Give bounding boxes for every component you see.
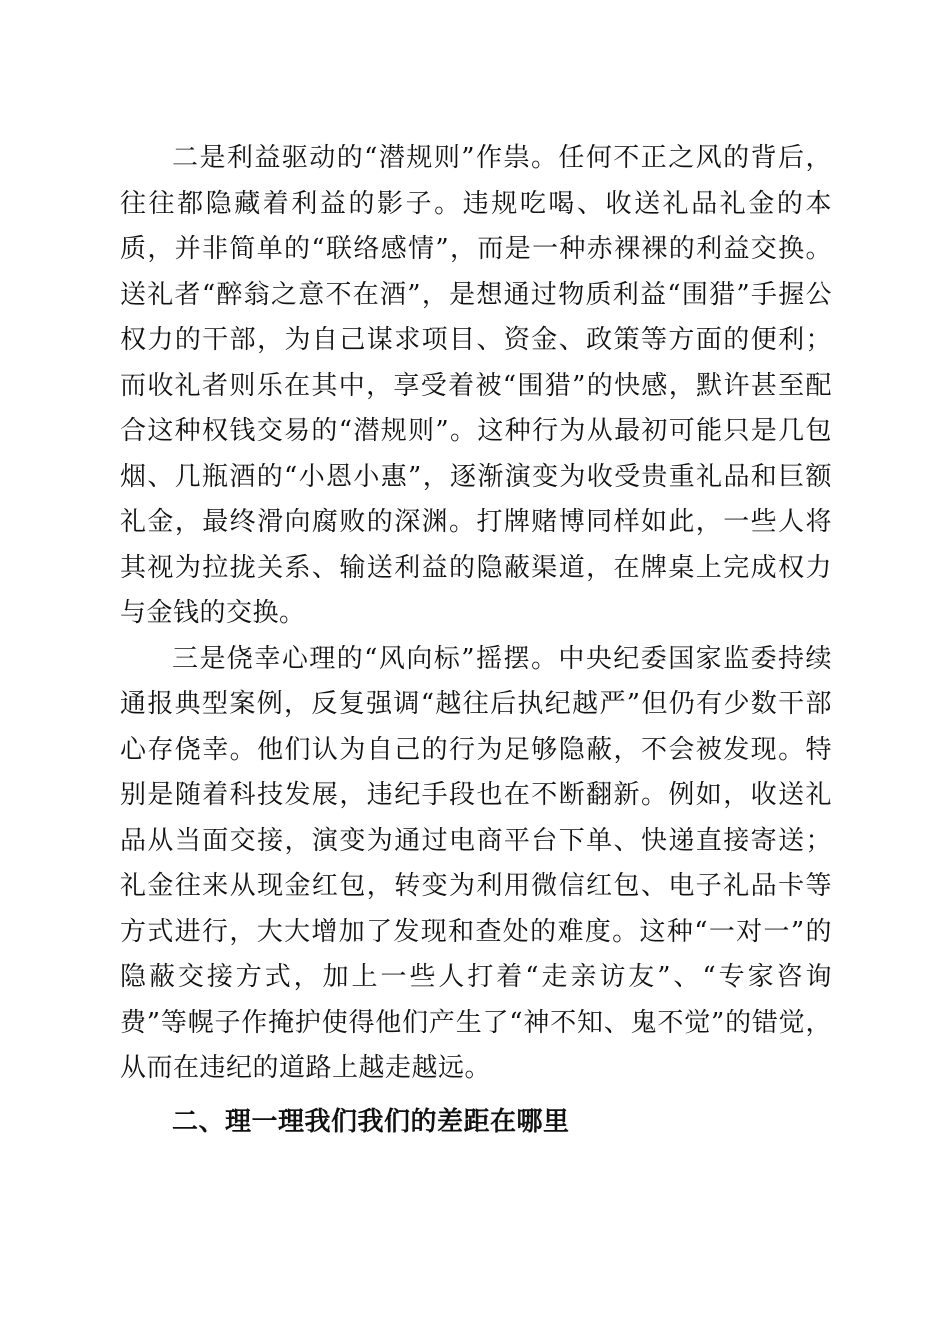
paragraph-profit-driven: 二是利益驱动的“潜规则”作祟。任何不正之风的背后，往往都隐藏着利益的影子。违规吃喝、收送礼品礼金的本质，并非简单的“联络感情”，而是一种赤裸裸的利益交换。送礼者“醉翁之意不在酒”，是想通过物质利益“围猎”手握公权力的干部，为自己谋求项目、资金、政策等方面的便利；而收礼者则乐在其中，享受着被“围猎”的快感，默许甚至配合这种权钱交易的“潜规则”。这种行为从最初可能只是几包烟、几瓶酒的“小恩小惠”，逐渐演变为收受贵重礼品和巨额礼金，最终滑向腐败的深渊。打牌赌博同样如此，一些人将其视为拉拢关系、输送利益的隐蔽渠道，在牌桌上完成权力与金钱的交换。 — [120, 143, 832, 628]
section-heading: 二、理一理我们我们的差距在哪里 — [172, 1106, 570, 1137]
document-body — [120, 136, 832, 1152]
paragraph-luck-mentality: 三是侥幸心理的“风向标”摇摆。中央纪委国家监委持续通报典型案例，反复强调“越往后执纪越严”但仍有少数干部心存侥幸。他们认为自己的行为足够隐蔽，不会被发现。特别是随着科技发展，违纪手段也在不断翻新。例如，收送礼品从当面交接，演变为通过电商平台下单、快递直接寄送；礼金往来从现金红包，转变为利用微信红包、电子礼品卡等方式进行，大大增加了发现和查处的难度。这种“一对一”的隐蔽交接方式，加上一些人打着“走亲访友”、“专家咨询费”等幌子作掩护使得他们产生了“神不知、鬼不觉”的错觉，从而在违纪的道路上越走越远。 — [120, 643, 832, 1083]
